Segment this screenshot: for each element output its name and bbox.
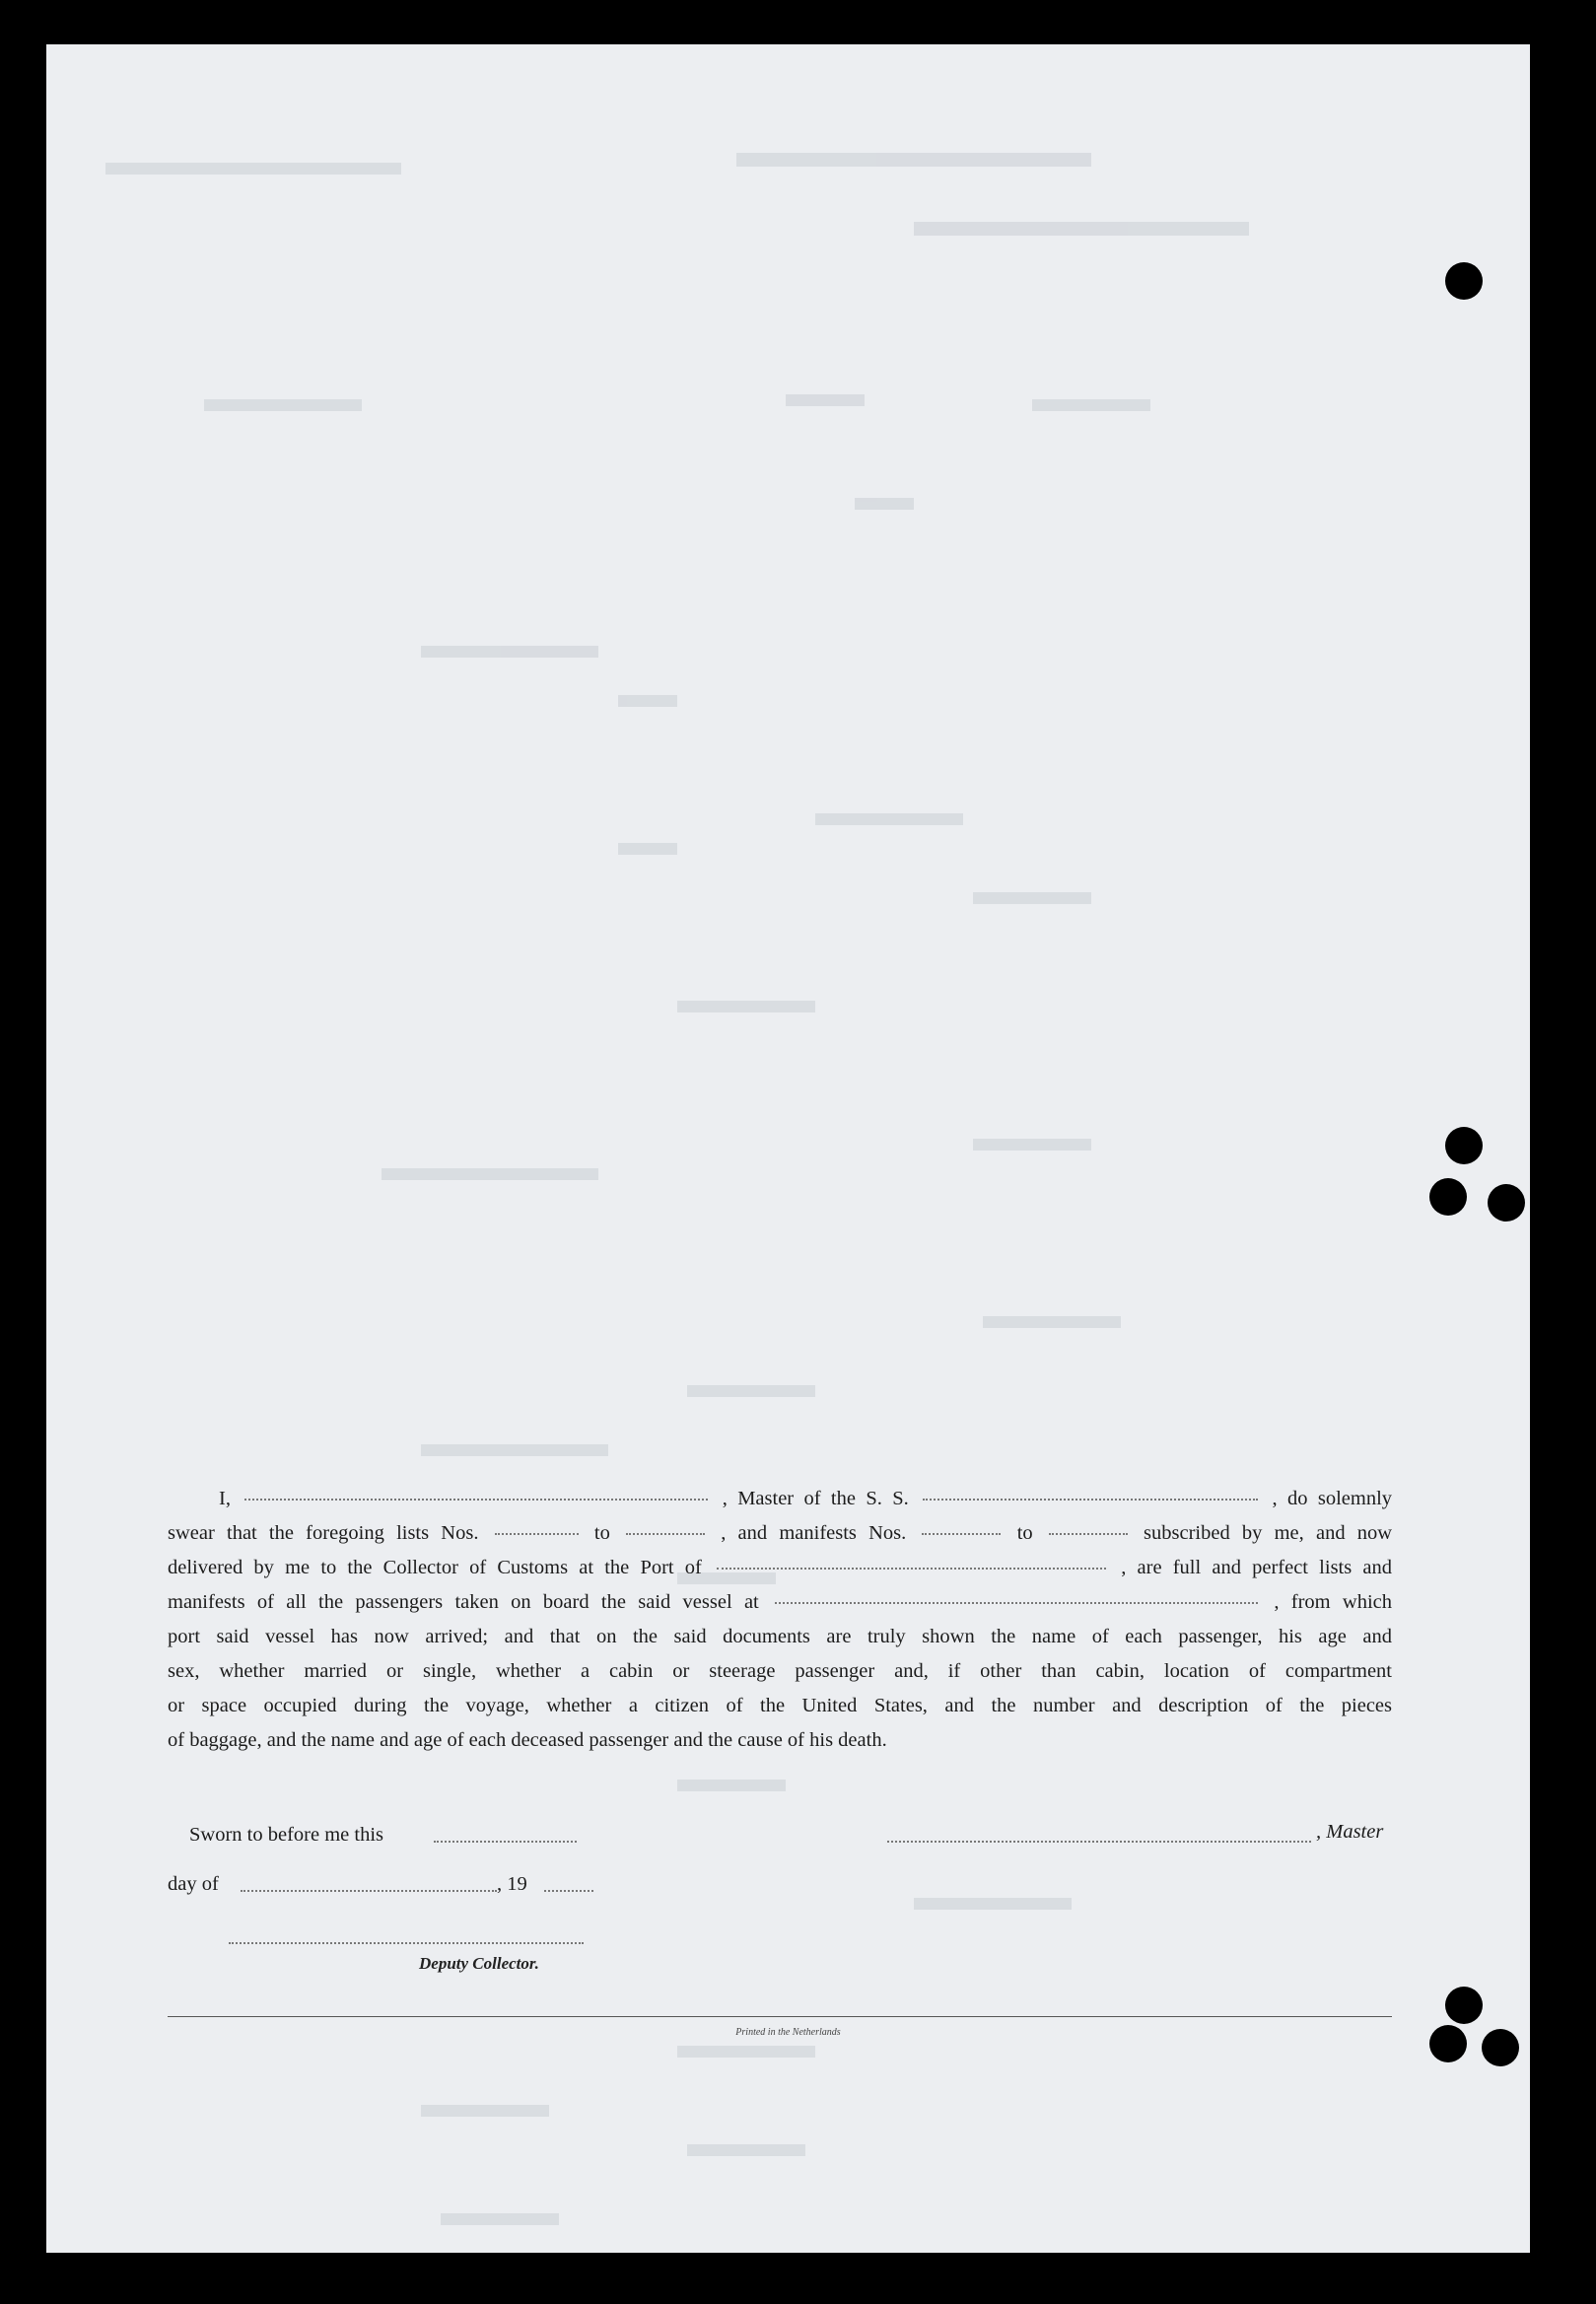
sworn-row [168, 1821, 1392, 1873]
oath-paragraph [168, 1482, 1392, 1758]
oath-text: delivered by me to the Collector of Customs at the Port of [168, 1557, 702, 1578]
document-page [46, 44, 1530, 2253]
oath-text: , do solemnly [1272, 1488, 1393, 1509]
punch-hole [1429, 2025, 1467, 2062]
list-to-blank [626, 1532, 705, 1535]
vessel-name-blank [923, 1498, 1258, 1501]
punch-hole [1445, 1987, 1483, 2024]
list-from-blank [495, 1532, 579, 1535]
sworn-section [168, 1821, 1392, 1922]
deputy-collector-label: Deputy Collector. [419, 1954, 539, 1973]
day-of-row [168, 1873, 1392, 1922]
punch-hole [1429, 1178, 1467, 1216]
punch-hole [1488, 1184, 1525, 1222]
oath-line-7: or space occupied during the voyage, whether a citizen of the United States, and the number and description of the pieces [168, 1695, 1392, 1716]
footer-rule [168, 2016, 1392, 2017]
printer-imprint: Printed in the Netherlands [735, 2027, 841, 2038]
oath-text: , and manifests Nos. [721, 1522, 907, 1544]
oath-text: I, [219, 1488, 231, 1509]
oath-text: to [593, 1522, 610, 1544]
oath-line-2 [168, 1516, 1392, 1551]
oath-text: manifests of all the passengers taken on board the said vessel at [168, 1591, 759, 1613]
day-of-label: day of [168, 1873, 219, 1895]
oath-line-4 [168, 1585, 1392, 1620]
oath-text: , Master of the S. S. [722, 1488, 909, 1509]
oath-line-6: sex, whether married or single, whether a cabin or steerage passenger and, if other than cabin, location of compartment [168, 1660, 1392, 1682]
oath-line-3 [168, 1551, 1392, 1585]
day-blank [241, 1889, 497, 1892]
departure-port-blank [775, 1601, 1258, 1604]
oath-line-1 [168, 1482, 1392, 1516]
year-label: , 19 [497, 1873, 527, 1895]
sworn-date-blank [434, 1840, 577, 1843]
punch-hole [1445, 262, 1483, 300]
sworn-label: Sworn to before me this [189, 1824, 383, 1846]
year-blank [544, 1889, 593, 1892]
oath-text: subscribed by me, and now [1144, 1522, 1393, 1544]
oath-text: to [1016, 1522, 1033, 1544]
punch-hole [1482, 2029, 1519, 2066]
manifest-to-blank [1049, 1532, 1128, 1535]
oath-text: , from which [1274, 1591, 1393, 1613]
oath-text: swear that the foregoing lists Nos. [168, 1522, 479, 1544]
oath-line-8: of baggage, and the name and age of each deceased passenger and the cause of his death. [168, 1729, 887, 1751]
master-name-blank [244, 1498, 708, 1501]
master-label: , Master [1316, 1821, 1384, 1843]
manifest-from-blank [922, 1532, 1001, 1535]
port-blank [717, 1567, 1106, 1570]
oath-text: , are full and perfect lists and [1121, 1557, 1392, 1578]
oath-line-5: port said vessel has now arrived; and that on the said documents are truly shown the name of each passenger, his age and [168, 1626, 1392, 1647]
punch-hole [1445, 1127, 1483, 1164]
deputy-signature-line [229, 1942, 584, 1944]
master-signature-blank [887, 1840, 1311, 1843]
